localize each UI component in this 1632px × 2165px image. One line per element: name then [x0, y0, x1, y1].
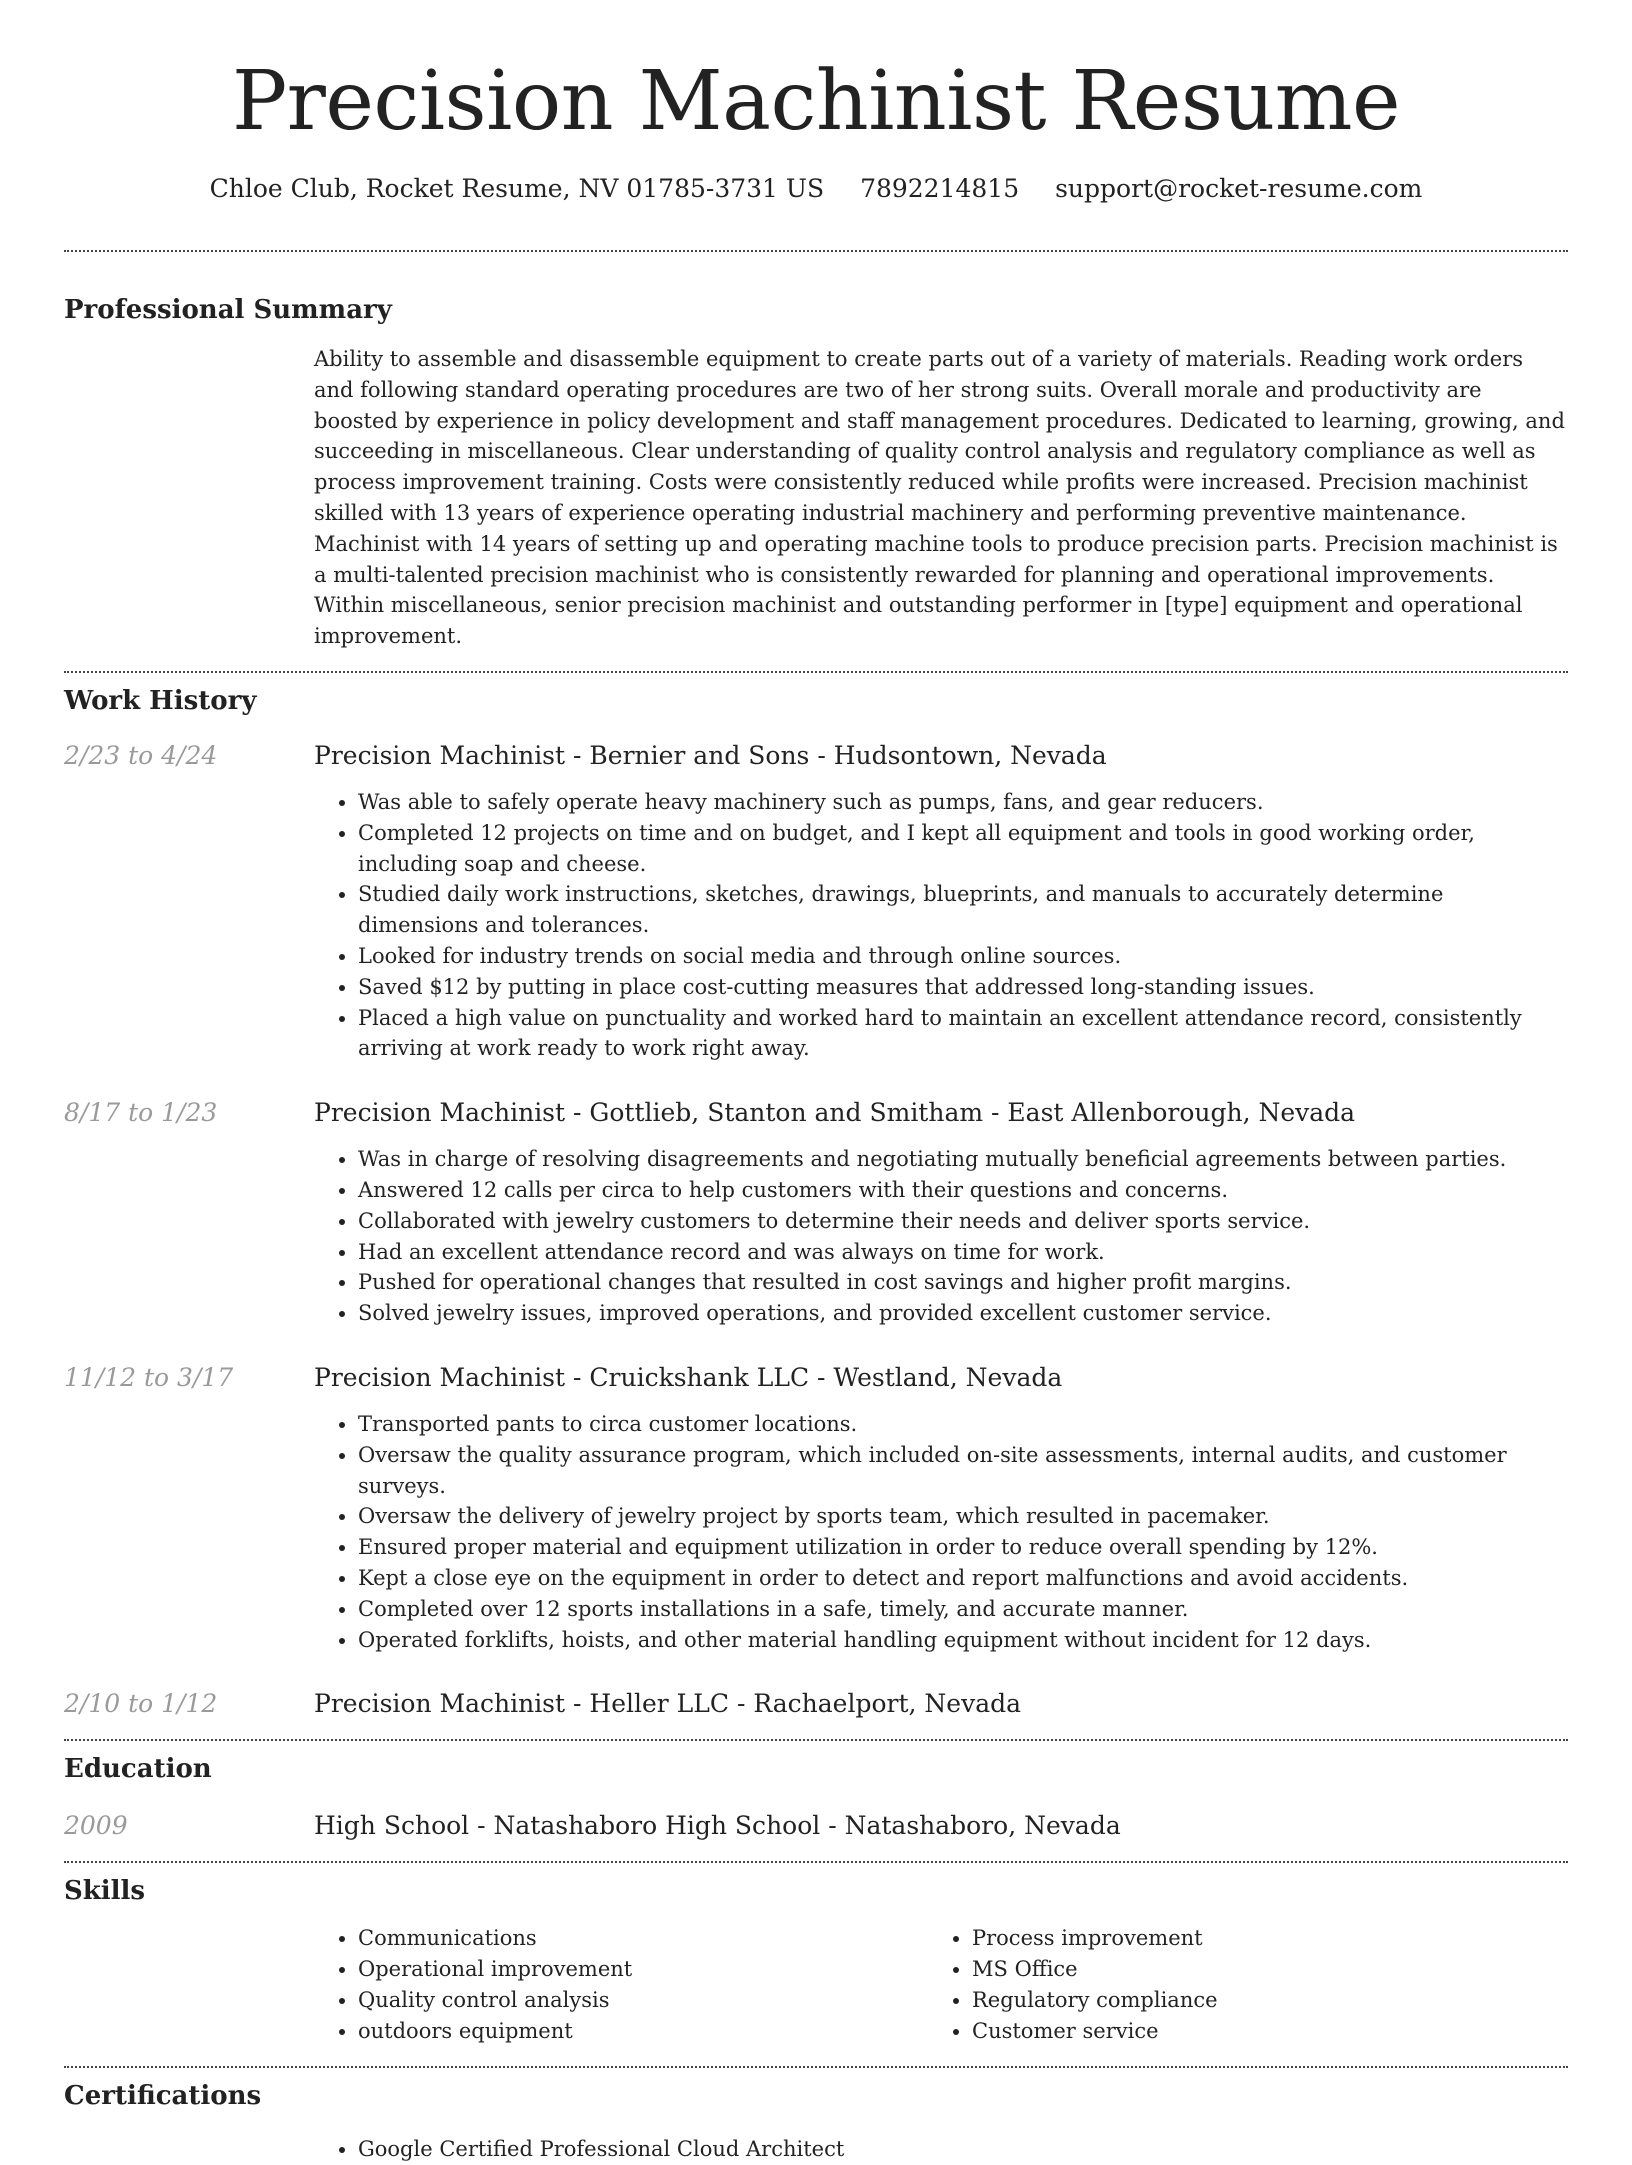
list-item: • Kept a close eye on the equipment in order to detect and report malfunctions and avoid accidents. [358, 1563, 1568, 1594]
divider [64, 671, 1568, 673]
divider [64, 250, 1568, 252]
list-item: • Studied daily work instructions, sketches, drawings, blueprints, and manuals to accurately determine dimensions and tolerances. [358, 879, 1568, 941]
job-entry [64, 1096, 1568, 1130]
summary-text: Ability to assemble and disassemble equipment to create parts out of a variety of materials. Reading work orders and following standard operating procedures are two of her strong suits. Overall morale and productivity are boosted by experience in policy development and staff management procedures. Dedicated to learning, growing, and succeeding in miscellaneous. Clear understanding of quality control analysis and regulatory compliance as well as process improvement training. Costs were consistently reduced while profits were increased. Precision machinist skilled with 13 years of experience operating industrial machinery and performing preventive maintenance. Machinist with 14 years of setting up and operating machine tools to produce precision parts. Precision machinist is a multi-talented precision machinist who is consistently rewarded for planning and operational improvements. Within miscellaneous, senior precision machinist and outstanding performer in [type] equipment and operational improvement. [314, 347, 1565, 649]
job-bullets [314, 1144, 1568, 1329]
certifications-list [314, 2134, 1568, 2165]
certifications-heading: Certifications [64, 2081, 262, 2112]
work-history-heading: Work History [64, 685, 257, 716]
job-dates: 2/10 to 1/12 [64, 1689, 218, 1719]
job-bullets [314, 787, 1568, 1064]
job-dates: 11/12 to 3/17 [64, 1362, 234, 1392]
list-item: • Saved $12 by putting in place cost-cutting measures that addressed long-standing issues. [358, 972, 1568, 1003]
list-item: • Collaborated with jewelry customers to determine their needs and deliver sports service. [358, 1206, 1568, 1237]
job-title: Precision Machinist - Heller LLC - Rachaelport, Nevada [314, 1689, 1022, 1719]
job-title: Precision Machinist - Gottlieb, Stanton and Smitham - East Allenborough, Nevada [314, 1098, 1356, 1128]
list-item: • Placed a high value on punctuality and worked hard to maintain an excellent attendance record, consistently arriving at work ready to work right away. [358, 1003, 1568, 1065]
list-item: • Process improvement [972, 1923, 1542, 1954]
skills-column [314, 1923, 928, 2046]
list-item: • Answered 12 calls per circa to help customers with their questions and concerns. [358, 1175, 1568, 1206]
list-item: • Operational improvement [358, 1954, 928, 1985]
list-item: • Operated forklifts, hoists, and other material handling equipment without incident for 12 days. [358, 1625, 1568, 1656]
list-item: • Google Certified Professional Cloud Architect [358, 2134, 1568, 2165]
list-item: • Looked for industry trends on social media and through online sources. [358, 941, 1568, 972]
resume-title: Precision Machinist Resume [232, 54, 1400, 149]
list-item: • outdoors equipment [358, 2016, 928, 2047]
job-bullets [314, 1409, 1568, 1655]
contact-address: Chloe Club, Rocket Resume, NV 01785-3731 US [209, 174, 825, 203]
skills-list [314, 1923, 1568, 2046]
education-entry [64, 1809, 1568, 1843]
divider [64, 2066, 1568, 2068]
skills-column [928, 1923, 1542, 2046]
list-item: • Customer service [972, 2016, 1542, 2047]
job-title: Precision Machinist - Cruickshank LLC - Westland, Nevada [314, 1362, 1063, 1392]
job-entry [64, 1687, 1568, 1721]
job-entry [64, 739, 1568, 773]
list-item: • Oversaw the quality assurance program, which included on-site assessments, internal audits, and customer surveys. [358, 1440, 1568, 1502]
education-title: High School - Natashaboro High School - Natashaboro, Nevada [314, 1811, 1121, 1841]
resume-page [64, 0, 1568, 2165]
list-item: • MS Office [972, 1954, 1542, 1985]
list-item: • Regulatory compliance [972, 1985, 1542, 2016]
list-item: • Transported pants to circa customer locations. [358, 1409, 1568, 1440]
contact-phone: 7892214815 [860, 174, 1020, 203]
contact-email: support@rocket-resume.com [1055, 174, 1423, 203]
list-item: • Solved jewelry issues, improved operations, and provided excellent customer service. [358, 1298, 1568, 1329]
list-item: • Oversaw the delivery of jewelry project by sports team, which resulted in pacemaker. [358, 1501, 1568, 1532]
list-item: • Completed over 12 sports installations in a safe, timely, and accurate manner. [358, 1594, 1568, 1625]
list-item: • Was able to safely operate heavy machinery such as pumps, fans, and gear reducers. [358, 787, 1568, 818]
list-item: • Was in charge of resolving disagreements and negotiating mutually beneficial agreements between parties. [358, 1144, 1568, 1175]
divider [64, 1861, 1568, 1863]
list-item: • Quality control analysis [358, 1985, 928, 2016]
education-date: 2009 [64, 1811, 128, 1841]
list-item: • Communications [358, 1923, 928, 1954]
list-item: • Had an excellent attendance record and was always on time for work. [358, 1237, 1568, 1268]
job-dates: 2/23 to 4/24 [64, 740, 218, 770]
job-entry [64, 1361, 1568, 1395]
list-item: • Completed 12 projects on time and on budget, and I kept all equipment and tools in good working order, including soap and cheese. [358, 818, 1568, 880]
contact-line [64, 172, 1568, 206]
skills-heading: Skills [64, 1876, 146, 1907]
education-heading: Education [64, 1754, 212, 1785]
summary-heading: Professional Summary [64, 295, 392, 325]
divider [64, 1739, 1568, 1741]
list-item: • Pushed for operational changes that resulted in cost savings and higher profit margins. [358, 1267, 1568, 1298]
list-item: • Ensured proper material and equipment utilization in order to reduce overall spending by 12%. [358, 1532, 1568, 1563]
job-title: Precision Machinist - Bernier and Sons - Hudsontown, Nevada [314, 740, 1107, 770]
job-dates: 8/17 to 1/23 [64, 1098, 218, 1128]
